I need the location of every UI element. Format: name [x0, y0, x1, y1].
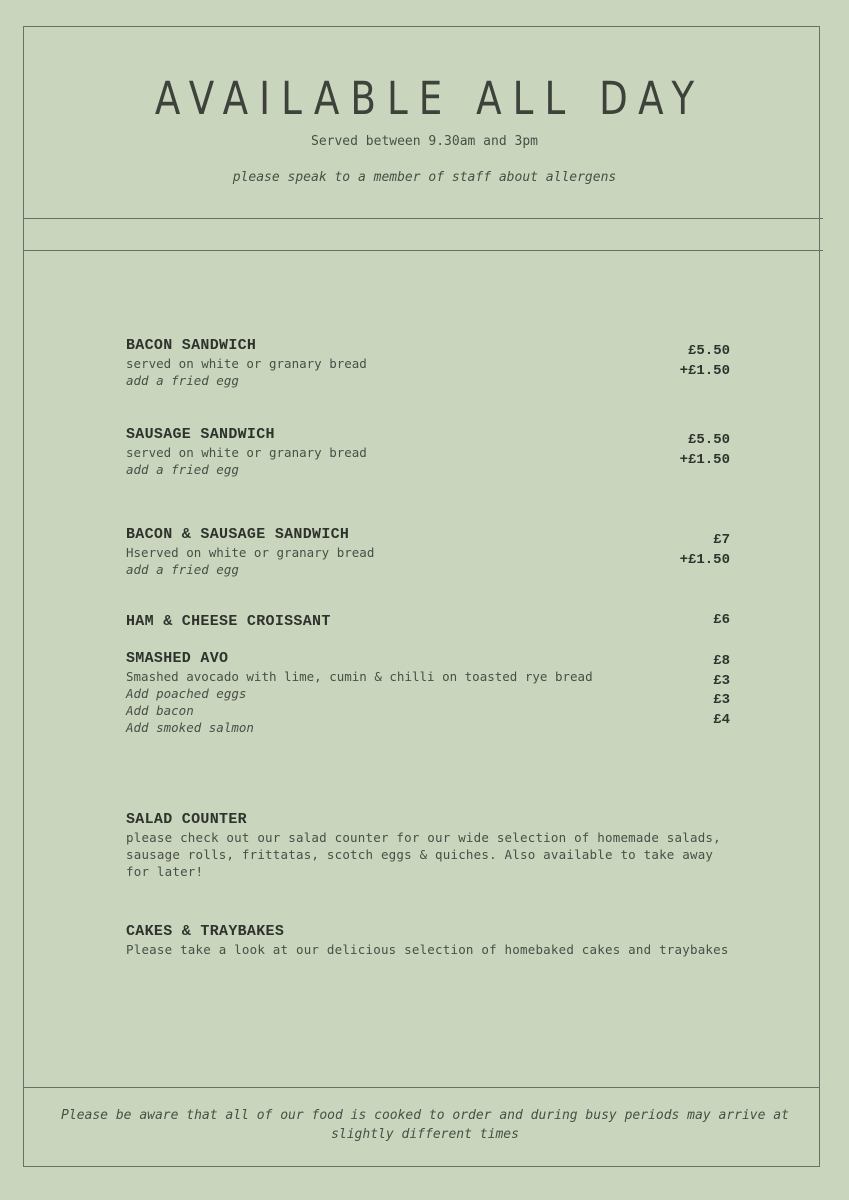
menu-item-addon: add a fried egg: [126, 462, 239, 477]
addon-price: +£1.50: [679, 362, 730, 379]
menu-item-name: BACON & SAUSAGE SANDWICH: [126, 526, 350, 543]
menu-item-addon: Add bacon: [126, 703, 194, 718]
addon-price: £3: [713, 672, 730, 689]
menu-item-prices: [680, 531, 730, 570]
price: £8: [713, 653, 730, 669]
addon-price: +£1.50: [679, 451, 730, 468]
serving-hours: Served between 9.30am and 3pm: [311, 134, 538, 149]
menu-item-bacon-sausage-sandwich: [126, 525, 746, 578]
menu-item-description: served on white or granary bread: [126, 445, 367, 460]
addon-price: £4: [713, 711, 730, 728]
menu-item-name: BACON SANDWICH: [126, 337, 257, 354]
menu-item-ham-cheese-croissant: [126, 612, 746, 631]
menu-item-name: SAUSAGE SANDWICH: [126, 426, 275, 443]
menu-border: [23, 26, 820, 1167]
menu-item-bacon-sandwich: [126, 336, 746, 389]
price: £5.50: [687, 432, 730, 448]
price: £6: [713, 612, 730, 628]
menu-item-prices: [713, 611, 730, 631]
price: £5.50: [687, 343, 730, 359]
addon-price: £3: [713, 692, 730, 708]
allergen-note: please speak to a member of staff about allergens: [232, 170, 617, 185]
menu-item-addon: Add smoked salmon: [126, 720, 254, 735]
section-description: Please take a look at our delicious selection of homebaked cakes and traybakes: [126, 942, 729, 957]
footer-divider: [23, 1087, 820, 1088]
page-title: AVAILABLE ALL DAY: [154, 72, 706, 125]
menu-item-prices: [680, 431, 730, 470]
section-title: CAKES & TRAYBAKES: [126, 923, 285, 940]
menu-item-addon: add a fried egg: [126, 373, 239, 388]
section-description: please check out our salad counter for our wide selection of homemade salads, sausage rolls, frittatas, scotch eggs & quiches. Also available to take away for later!: [126, 830, 721, 879]
menu-item-addon: add a fried egg: [126, 562, 239, 577]
menu-item-smashed-avo: [126, 649, 746, 736]
section-cakes-traybakes: [126, 922, 746, 958]
addon-price: +£1.50: [679, 551, 730, 568]
menu-item-name: HAM & CHEESE CROISSANT: [126, 613, 331, 630]
menu-item-description: Smashed avocado with lime, cumin & chilli on toasted rye bread: [126, 669, 593, 684]
menu-item-name: SMASHED AVO: [126, 650, 229, 667]
header-divider-top: [23, 218, 823, 219]
menu-item-addon: Add poached eggs: [126, 686, 247, 701]
section-salad-counter: [126, 810, 746, 880]
section-title: SALAD COUNTER: [126, 811, 247, 828]
price: £7: [713, 532, 730, 548]
menu-item-prices: [713, 652, 730, 730]
footer-note: Please be aware that all of our food is cooked to order and during busy periods may arrive at slightly different times: [61, 1108, 789, 1142]
menu-item-description: served on white or granary bread: [126, 356, 367, 371]
menu-item-prices: [680, 342, 730, 381]
menu-item-sausage-sandwich: [126, 425, 746, 478]
menu-item-description: Hserved on white or granary bread: [126, 545, 375, 560]
header-divider-bottom: [23, 250, 823, 251]
